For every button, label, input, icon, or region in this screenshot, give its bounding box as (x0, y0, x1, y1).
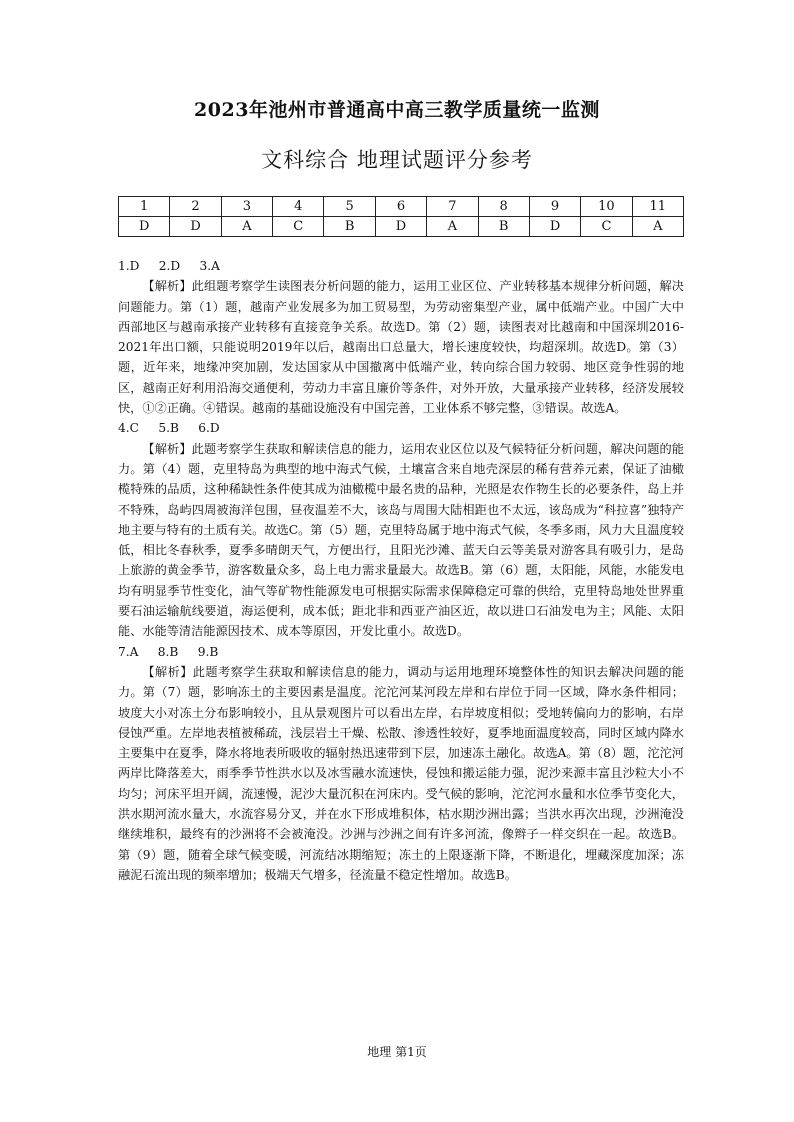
answer-cell: D (119, 217, 170, 237)
question-number-cell: 1 (119, 197, 170, 217)
answer-cell: A (221, 217, 272, 237)
answer-cell: B (478, 217, 529, 237)
answer-cell: D (170, 217, 221, 237)
analysis-paragraph: 【解析】此题考察学生获取和解读信息的能力，运用农业区位以及气候特征分析问题，解决问题的能力。第（4）题，克里特岛为典型的地中海式气候，土壤富含来自地壳深层的稀有营养元素，保证了油橄榄特殊的品质，这种稀缺性条件使其成为油橄榄中最名贵的品种，光照是农作物生长的必要条件，岛上并不特殊，岛屿四周被海洋包围，昼夜温差不大，该岛与周围大陆相距也不太远，该岛成为“科拉喜”独特产地主要与特有的土质有关。故选C。第（5）题，克里特岛属于地中海式气候，冬季多雨，风力大且温度较低，相比冬春秋季，夏季多晴朗天气，方便出行，且阳光沙滩、蓝天白云等美景对游客具有吸引力，是岛上旅游的黄金季节，游客数量众多，岛上电力需求量最大。故选B。第（6）题，太阳能，风能，水能发电均有明显季节性变化，油气等矿物性能源发电可根据实际需求保障稳定可靠的供给，克里特岛地处世界重要石油运输航线要道，海运便利，成本低；距北非和西亚产油区近，故以进口石油发电为主；风能、太阳能、水能等清洁能源因技术、成本等原因，开发比重小。故选D。 (118, 441, 684, 639)
answer-cell: A (632, 217, 683, 237)
answer-cell: B (324, 217, 375, 237)
answer-cell: C (581, 217, 632, 237)
answers-line: 4.C 5.B 6.D (118, 421, 220, 436)
question-number-cell: 8 (478, 197, 529, 217)
answer-cell: D (375, 217, 426, 237)
answer-table (118, 196, 684, 237)
question-number-cell: 9 (529, 197, 580, 217)
question-number-cell: 7 (427, 197, 478, 217)
question-number-cell: 6 (375, 197, 426, 217)
analysis-paragraph: 【解析】此题考察学生获取和解读信息的能力，调动与运用地理环境整体性的知识去解决问题的能力。第（7）题，影响冻土的主要因素是温度。沱沱河某河段左岸和右岸位于同一区域，降水条件相同；坡度大小对冻土分布影响较小，且从景观图片可以看出左岸，右岸坡度相似；受地转偏向力的影响，右岸侵蚀严重。左岸地表植被稀疏，浅层岩土干燥、松散、渗透性较好，夏季地面温度较高，同时区域内降水主要集中在夏季，降水将地表所吸收的辐射热迅速带到下层，加速冻土融化。故选A。第（8）题，沱沱河两岸比降落差大，雨季季节性洪水以及冰雪融水流速快，侵蚀和搬运能力强，泥沙来源丰富且沙粒大小不均匀；河床平坦开阔，流速慢，泥沙大量沉积在河床内。受气候的影响，沱沱河水量和水位季节变化大，洪水期河流水量大，水流容易分叉，并在水下形成堆积体，枯水期沙洲出露；当洪水再次出现，沙洲淹没继续堆积，最终有的沙洲将不会被淹没。沙洲与沙洲之间有许多河流，像辫子一样交织在一起。故选B。第（9）题，随着全球气候变暖，河流结冰期缩短；冻土的上限逐渐下降，不断退化，埋藏深度加深；冻融泥石流出现的频率增加；极端天气增多，径流量不稳定性增加。故选B。 (118, 664, 684, 882)
question-number-cell: 10 (581, 197, 632, 217)
page-subtitle: 文科综合 地理试题评分参考 (261, 148, 533, 172)
question-number-cell: 3 (221, 197, 272, 217)
analysis-content (118, 256, 684, 885)
question-number-cell: 4 (273, 197, 324, 217)
answer-row (119, 217, 684, 237)
page-footer: 地理 第1页 (367, 1045, 427, 1059)
question-number-cell: 2 (170, 197, 221, 217)
answers-line: 7.A 8.B 9.B (118, 644, 219, 659)
question-number-row (119, 197, 684, 217)
answer-cell: C (273, 217, 324, 237)
page-title: 2023年池州市普通高中高三教学质量统一监测 (194, 99, 600, 121)
answer-cell: D (529, 217, 580, 237)
answer-cell: A (427, 217, 478, 237)
analysis-paragraph: 【解析】此组题考察学生读图表分析问题的能力，运用工业区位、产业转移基本规律分析问题，解决问题能力。第（1）题，越南产业发展多为加工贸易型，为劳动密集型产业，属中低端产业。中国广大中西部地区与越南承接产业转移有直接竞争关系。故选D。第（2）题，读图表对比越南和中国深圳2016-2021年出口额，只能说明2019年以后，越南出口总量大，增长速度较快，均超深圳。故选D。第（3）题，近年来，地缘冲突加剧，发达国家从中国撤离中低端产业，转向综合国力较弱、地区竞争性弱的地区，越南正好利用沿海交通便利，劳动力丰富且廉价等条件，对外开放，大量承接产业转移，经济发展较快，①②正确。④错误。越南的基础设施没有中国完善，工业体系不够完整，③错误。故选A。 (118, 279, 684, 416)
question-number-cell: 11 (632, 197, 683, 217)
answers-line: 1.D 2.D 3.A (118, 259, 220, 273)
question-number-cell: 5 (324, 197, 375, 217)
